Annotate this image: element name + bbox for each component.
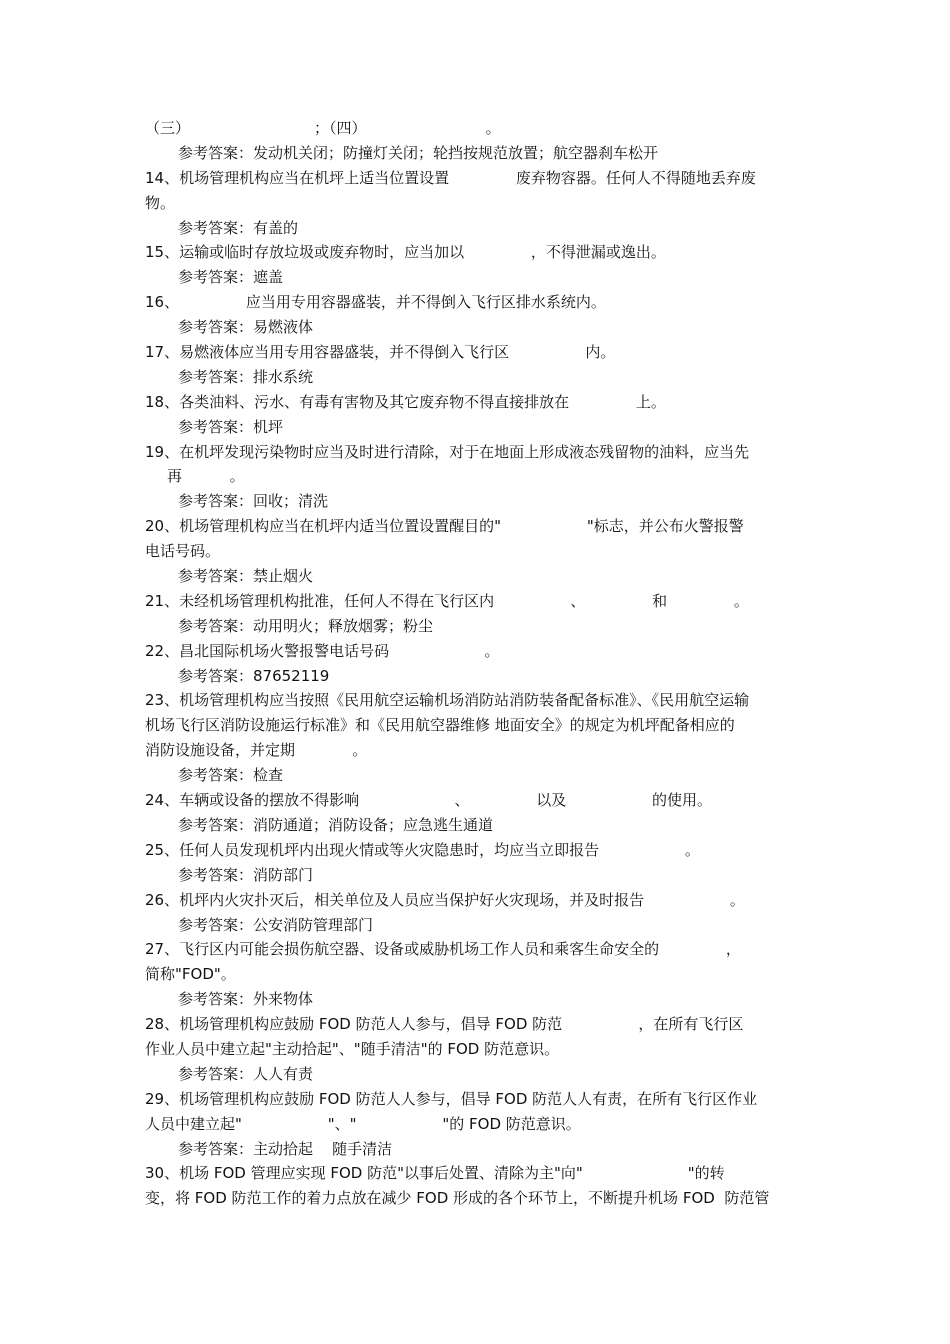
- answer-line: 参考答案：87652119: [178, 666, 330, 685]
- question-line: 电话号码。: [145, 542, 221, 561]
- question-line: 人员中建立起" "、" "的 FOD 防范意识。: [145, 1114, 581, 1133]
- question-line: 物。: [145, 193, 176, 212]
- answer-line: 参考答案：禁止烟火: [178, 567, 314, 586]
- question-line: 29、机场管理机构应鼓励 FOD 防范人人参与，倡导 FOD 防范人人有责，在所有飞行区作业: [145, 1089, 758, 1108]
- answer-line: 参考答案：动用明火；释放烟雾；粉尘: [178, 616, 434, 635]
- answer-line: 参考答案：消防部门: [178, 865, 314, 884]
- answer-line: 参考答案：机坪: [178, 417, 284, 436]
- answer-line: 参考答案：遮盖: [178, 268, 284, 287]
- question-line: 28、机场管理机构应鼓励 FOD 防范人人参与，倡导 FOD 防范 ，在所有飞行区: [145, 1015, 744, 1034]
- question-line: 简称"FOD"。: [145, 965, 236, 984]
- question-line: 27、飞行区内可能会损伤航空器、设备或威胁机场工作人员和乘客生命安全的 ，: [145, 940, 741, 959]
- question-line: 再 。: [167, 467, 245, 486]
- question-line: 17、易燃液体应当用专用容器盛装，并不得倒入飞行区 内。: [145, 343, 616, 362]
- answer-line: 参考答案：公安消防管理部门: [178, 915, 374, 934]
- document-body: [145, 116, 810, 1211]
- question-line: 15、运输或临时存放垃圾或废弃物时，应当加以 ，不得泄漏或逸出。: [145, 243, 666, 262]
- answer-line: 参考答案：回收；清洗: [178, 492, 329, 511]
- answer-line: 参考答案：主动拾起 随手清洁: [178, 1139, 393, 1158]
- answer-line: 参考答案：易燃液体: [178, 318, 314, 337]
- answer-line: 参考答案：发动机关闭；防撞灯关闭；轮挡按规范放置；航空器刹车松开: [178, 143, 659, 162]
- question-line: 24、车辆或设备的摆放不得影响 、 以及 的使用。: [145, 791, 713, 810]
- question-line: 25、任何人员发现机坪内出现火情或等火灾隐患时，均应当立即报告 。: [145, 840, 700, 859]
- answer-line: 参考答案：检查: [178, 766, 284, 785]
- question-line: 30、机场 FOD 管理应实现 FOD 防范"以事后处置、清除为主"向" "的转: [145, 1164, 725, 1183]
- question-line: 作业人员中建立起"主动拾起"、"随手清洁"的 FOD 防范意识。: [145, 1039, 560, 1058]
- question-line: 16、 应当用专用容器盛装，并不得倒入飞行区排水系统内。: [145, 293, 606, 312]
- answer-line: 参考答案：有盖的: [178, 218, 299, 237]
- answer-line: 参考答案：消防通道；消防设备；应急逃生通道: [178, 815, 494, 834]
- question-line: 19、在机坪发现污染物时应当及时进行清除，对于在地面上形成液态残留物的油料，应当先: [145, 442, 750, 461]
- question-line: 18、各类油料、污水、有毒有害物及其它废弃物不得直接排放在 上。: [145, 392, 666, 411]
- question-line: 23、机场管理机构应当按照《民用航空运输机场消防站消防装备配备标准》、《民用航空运输: [145, 691, 750, 710]
- question-line: 21、未经机场管理机构批准，任何人不得在飞行区内 、 和 。: [145, 591, 749, 610]
- question-line: 消防设施设备，并定期 。: [145, 741, 368, 760]
- answer-line: 参考答案：人人有责: [178, 1064, 314, 1083]
- question-line: 20、机场管理机构应当在机坪内适当位置设置醒目的" "标志，并公布火警报警: [145, 517, 744, 536]
- question-line: 14、机场管理机构应当在机坪上适当位置设置 废弃物容器。任何人不得随地丢弃废: [145, 168, 756, 187]
- question-line: 26、机坪内火灾扑灭后，相关单位及人员应当保护好火灾现场，并及时报告 。: [145, 890, 745, 909]
- answer-line: 参考答案：外来物体: [178, 990, 314, 1009]
- question-line: 机场飞行区消防设施运行标准》和《民用航空器维修 地面安全》的规定为机坪配备相应的: [145, 716, 735, 735]
- question-line: （三） ；（四） 。: [145, 119, 501, 137]
- question-line: 22、昌北国际机场火警报警电话号码 。: [145, 641, 500, 660]
- question-line: 变，将 FOD 防范工作的着力点放在减少 FOD 形成的各个环节上，不断提升机场 FOD 防范管: [145, 1189, 770, 1208]
- answer-line: 参考答案：排水系统: [178, 367, 314, 386]
